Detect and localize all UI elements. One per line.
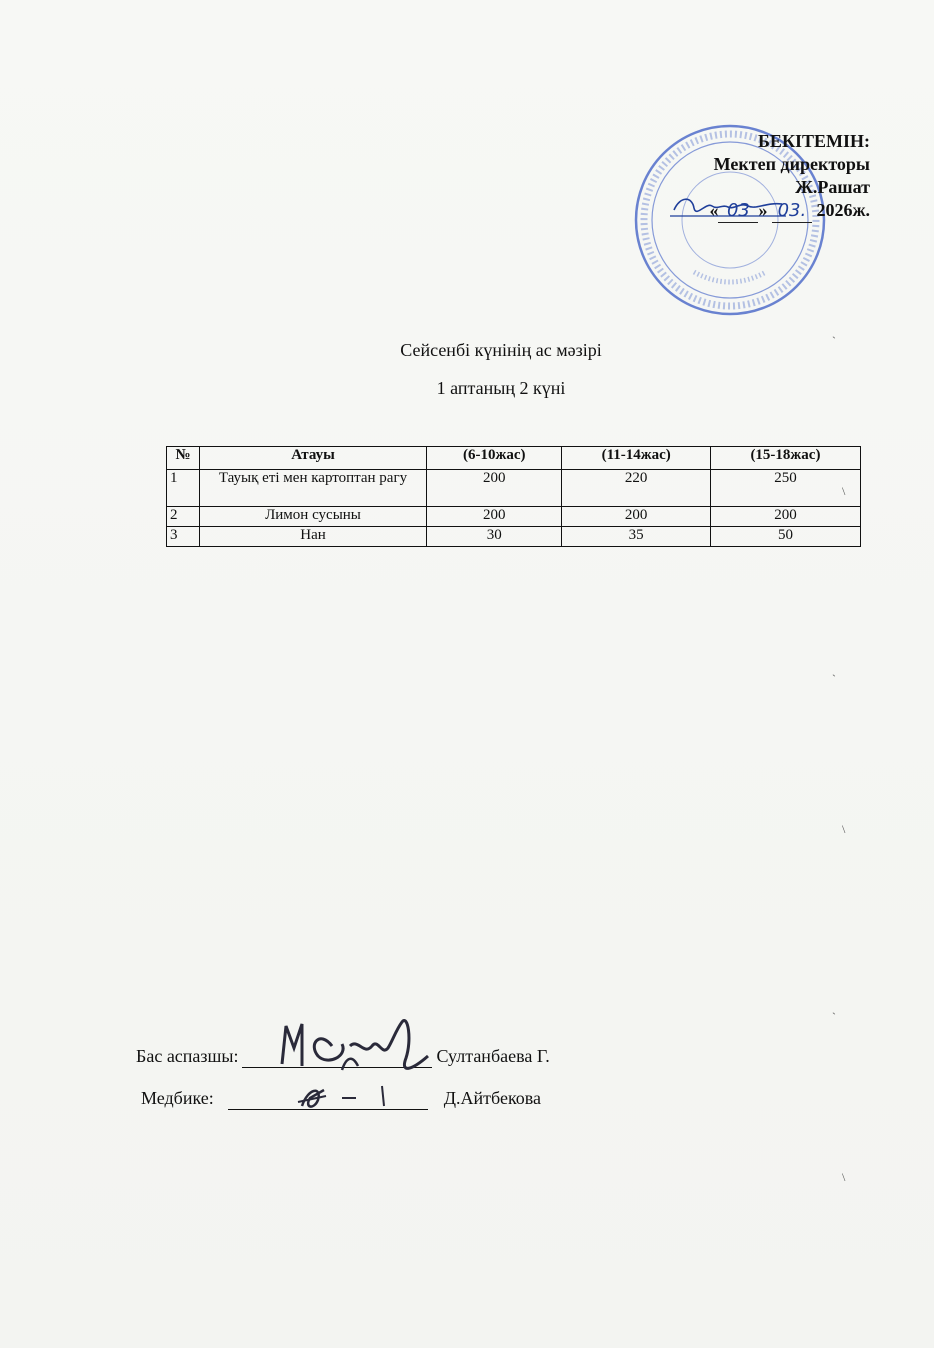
date-close-quote: » [758,200,768,220]
table-row [167,470,861,507]
chef-label: Бас аспазшы: [136,1046,239,1066]
table-row [167,507,861,527]
approval-position: Мектеп директоры [713,154,870,174]
nurse-signature-icon [296,1080,396,1114]
nurse-name: Д.Айтбекова [443,1088,542,1108]
date-year: 2026ж. [816,200,870,220]
col-header-age-11-14: (11-14жас) [562,447,710,470]
col-header-age-6-10: (6-10жас) [427,447,562,470]
cell-portion: 50 [710,527,860,547]
cell-dish-name: Лимон сусыны [200,507,427,527]
nurse-label: Медбике: [141,1088,214,1108]
col-header-name: Атауы [200,447,427,470]
cell-number: 2 [167,507,200,527]
cell-portion: 250 [710,470,860,507]
col-header-number: № [167,447,200,470]
scan-speck: \ [842,822,846,836]
cell-portion: 200 [562,507,710,527]
director-signature-icon [670,192,790,222]
date-open-quote: « [709,200,719,220]
date-month: 03. [772,199,812,223]
chef-signature-icon [272,1000,442,1080]
table-row [167,527,861,547]
date-day: 03 [718,199,758,223]
scan-speck: \ [842,484,846,498]
cell-portion: 200 [427,470,562,507]
menu-table [166,446,861,547]
cell-portion: 220 [562,470,710,507]
scan-speck: ˋ [832,1010,836,1024]
cell-number: 1 [167,470,200,507]
scan-speck: ˋ [832,334,836,348]
cell-portion: 30 [427,527,562,547]
menu-title: Сейсенбі күнінің ас мәзірі [400,340,602,360]
col-header-age-15-18: (15-18жас) [710,447,860,470]
scan-speck: ˋ [832,672,836,686]
chef-name: Султанбаева Г. [436,1046,550,1066]
menu-subtitle: 1 аптаның 2 күні [436,378,566,398]
cell-dish-name: Тауық еті мен картоптан рагу [200,470,427,507]
cell-dish-name: Нан [200,527,427,547]
scan-speck: \ [842,1170,846,1184]
cell-number: 3 [167,527,200,547]
cell-portion: 35 [562,527,710,547]
cell-portion: 200 [710,507,860,527]
cell-portion: 200 [427,507,562,527]
approval-director-name: Ж.Рашат [795,177,870,197]
table-header-row [167,447,861,470]
approval-title: БЕКІТЕМІН: [758,131,870,151]
